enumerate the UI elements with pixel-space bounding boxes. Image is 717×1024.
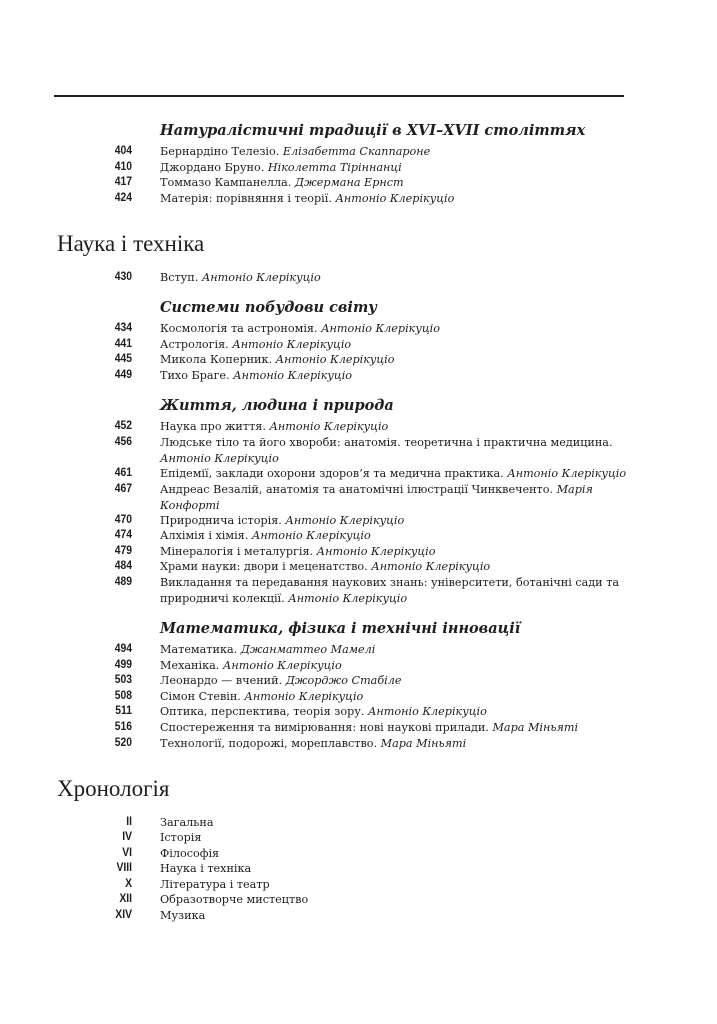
entry-title: Оптика, перспектива, теорія зору.	[160, 705, 368, 718]
entry-text	[160, 642, 628, 658]
entry-title: Андреас Везалій, анатомія та анатомічні ілюстрації Чинквеченто.	[160, 483, 557, 496]
entry-author: Антоніо Клерікуціо	[233, 369, 353, 382]
entry-title: Технології, подорожі, мореплавство.	[160, 737, 381, 750]
entry-text	[160, 435, 628, 466]
entry-title: Космологія та астрономія.	[160, 322, 322, 335]
entry-text	[160, 482, 628, 513]
page-number: 430	[114, 271, 132, 283]
page-number: 424	[114, 192, 132, 204]
entry-title: Образотворче мистецтво	[160, 893, 309, 906]
entry-text	[160, 544, 628, 560]
entry-text	[160, 144, 628, 160]
page-number: 489	[114, 576, 132, 588]
entry-title: Астрологія.	[160, 338, 233, 351]
subheading-life: Життя, людина і природа	[160, 397, 394, 414]
entry-title: Леонардо — вчений.	[160, 674, 286, 687]
entry-text	[160, 513, 628, 529]
section-title-khronolohiia: Хронологія	[57, 776, 170, 801]
entry-author: Джанматтео Мамелі	[240, 643, 376, 656]
page-number: 410	[114, 161, 132, 173]
entry-text	[160, 815, 628, 831]
entry-author: Антоніо Клерікуціо	[275, 353, 395, 366]
entry-title: Загальна	[160, 816, 214, 829]
page-number: 441	[114, 338, 132, 350]
page-number: 494	[114, 643, 132, 655]
entry-author: Антоніо Клерікуціо	[321, 322, 440, 335]
entry-text	[160, 419, 628, 435]
entry-author: Антоніо Клерікуціо	[222, 659, 342, 672]
entry-title: Алхімія і хімія.	[160, 529, 252, 542]
entry-title: Наука і техніка	[160, 862, 252, 875]
entry-text	[160, 658, 628, 674]
page-number: 461	[114, 467, 132, 479]
entry-author: Елізабетта Скаппароне	[282, 145, 431, 158]
entry-text	[160, 673, 628, 689]
entry-title: Література і театр	[160, 878, 270, 891]
entry-author: Антоніо Клерікуціо	[316, 545, 436, 558]
entry-text	[160, 270, 628, 286]
entry-title: Мінералогія і металургія.	[160, 545, 317, 558]
page-number: 470	[114, 514, 132, 526]
entry-title: Музика	[160, 909, 206, 922]
entry-text	[160, 830, 628, 846]
page-number: 445	[114, 353, 132, 365]
entry-title: Вступ.	[160, 271, 202, 284]
entry-text	[160, 321, 628, 337]
entry-author: Антоніо Клерікуціо	[160, 451, 279, 465]
page-number: 516	[114, 721, 132, 733]
entry-author: Джорджо Стабіле	[285, 674, 402, 687]
entry-text	[160, 528, 628, 544]
entry-title: Джордано Бруно.	[160, 161, 268, 174]
page-number: 474	[114, 529, 132, 541]
entry-text	[160, 575, 628, 606]
entry-title: Микола Коперник.	[160, 353, 276, 366]
entry-text	[160, 689, 628, 705]
entry-author: Антоніо Клерікуціо	[367, 705, 487, 718]
top-rule	[54, 95, 624, 97]
entry-text	[160, 352, 628, 368]
entry-title: Людське тіло та його хвороби: анатомія. теоретична і практична медицина.	[160, 436, 613, 449]
entry-title: Храми науки: двори і меценатство.	[160, 560, 372, 573]
subheading-systems: Системи побудови світу	[160, 299, 377, 316]
entry-title: Спостереження та вимірювання: нові наукові прилади.	[160, 721, 493, 734]
page-number: 511	[115, 705, 132, 717]
entry-text	[160, 908, 628, 924]
entry-title: Математика.	[160, 643, 241, 656]
entry-text	[160, 337, 628, 353]
entry-author: Антоніо Клерікуціо	[371, 560, 491, 573]
entry-author: Джермана Ернст	[294, 176, 404, 189]
entry-author: Антоніо Клерікуціо	[335, 192, 455, 205]
page-number: 508	[114, 690, 132, 702]
page-number: II	[126, 816, 132, 828]
entry-author: Антоніо Клерікуціо	[244, 690, 364, 703]
page-number: XII	[119, 893, 132, 905]
entry-author: Антоніо Клерікуціо	[285, 514, 405, 527]
entry-author: Антоніо Клерікуціо	[288, 591, 408, 605]
entry-author: Антоніо Клерікуціо	[251, 529, 371, 542]
page-number: 456	[114, 436, 132, 448]
page-number: IV	[122, 831, 132, 843]
page-number: 484	[114, 560, 132, 572]
subheading-naturalist: Натуралістичні традиції в XVI–XVII століттях	[160, 122, 586, 139]
entry-text	[160, 160, 628, 176]
entry-title: Матерія: порівняння і теорії.	[160, 192, 336, 205]
entry-title: Томмазо Кампанелла.	[160, 176, 295, 189]
subheading-math: Математика, фізика і технічні інновації	[160, 620, 521, 637]
page-number: 467	[114, 483, 132, 495]
entry-author: Антоніо Клерікуціо	[269, 420, 389, 433]
entry-title: Наука про життя.	[160, 420, 270, 433]
page-number: 520	[114, 737, 132, 749]
page-number: VIII	[116, 862, 132, 874]
entry-title: Філософія	[160, 847, 220, 860]
page-number: 434	[114, 322, 132, 334]
entry-text	[160, 720, 628, 736]
entry-text	[160, 736, 628, 752]
entry-title: Тихо Браге.	[160, 369, 234, 382]
entry-title: Сімон Стевін.	[160, 690, 245, 703]
entry-text	[160, 892, 628, 908]
entry-text	[160, 861, 628, 877]
entry-text	[160, 846, 628, 862]
entry-title: Історія	[160, 831, 202, 844]
page-number: XIV	[115, 909, 132, 921]
page-number: X	[125, 878, 132, 890]
page-number: 499	[114, 659, 132, 671]
entry-author: Ніколетта Тіріннанці	[267, 161, 402, 174]
entry-author: Антоніо Клерікуціо	[232, 338, 352, 351]
page-number: 452	[114, 420, 132, 432]
section-title-nauka: Наука і техніка	[57, 231, 205, 256]
entry-author: Марія Конфорті	[160, 483, 593, 512]
entry-title: Механіка.	[160, 659, 223, 672]
entry-author: Мара Міньяті	[492, 721, 579, 734]
page-number: VI	[122, 847, 132, 859]
entry-title: Епідемії, заклади охорони здоров’я та медична практика.	[160, 467, 508, 480]
entry-author: Антоніо Клерікуціо	[507, 467, 627, 480]
entry-text	[160, 368, 628, 384]
entry-author: Мара Міньяті	[380, 737, 467, 750]
entry-author: Антоніо Клерікуціо	[201, 271, 321, 284]
entry-text	[160, 175, 628, 191]
entry-title: Бернардіно Телезіо.	[160, 145, 283, 158]
page-number: 449	[114, 369, 132, 381]
entry-text	[160, 466, 628, 482]
page-number: 404	[114, 145, 132, 157]
entry-text	[160, 191, 628, 207]
entry-text	[160, 559, 628, 575]
entry-text	[160, 704, 628, 720]
page-number: 503	[114, 674, 132, 686]
page-number: 479	[114, 545, 132, 557]
entry-text	[160, 877, 628, 893]
entry-title: Викладання та передавання наукових знань: університети, ботанічні сади та природничі колекції.	[160, 576, 620, 605]
page-number: 417	[114, 176, 132, 188]
entry-title: Природнича історія.	[160, 514, 286, 527]
